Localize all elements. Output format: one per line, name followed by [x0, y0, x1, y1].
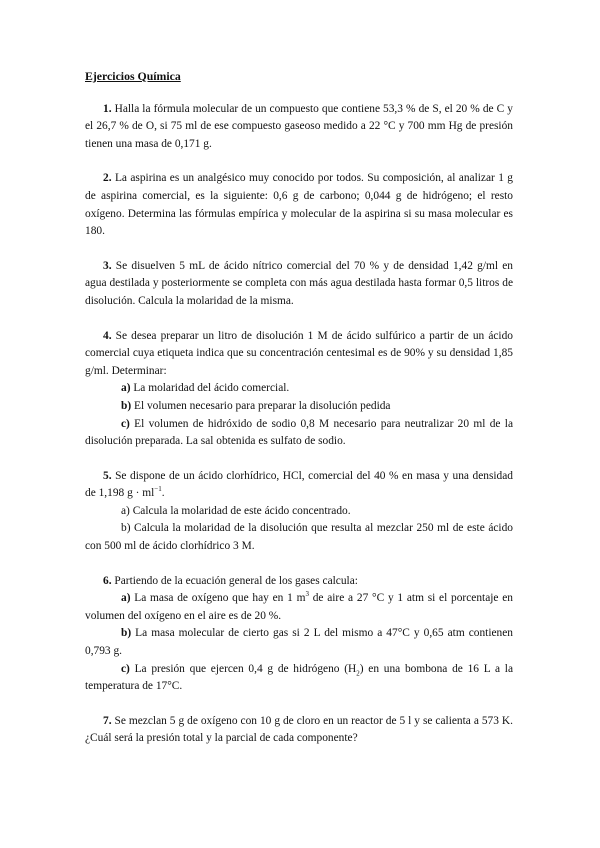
part-text: El volumen necesario para preparar la disolución pedida	[131, 399, 391, 412]
subscript: 2	[356, 668, 360, 677]
exercise-body: Partiendo de la ecuación general de los gases calcula:	[111, 574, 358, 587]
exercise-body: Se dispone de un ácido clorhídrico, HCl, comercial del 40 % en masa y una densidad de 1,198 g · ml	[85, 469, 513, 500]
exercise-7	[85, 713, 513, 748]
exercise-4-part-c	[85, 416, 513, 451]
exercise-number: 5.	[103, 469, 112, 482]
exercise-body: Se disuelven 5 mL de ácido nítrico comercial del 70 % y de densidad 1,42 g/ml en agua destilada y posteriormente se completa con más agua destilada hasta formar 0,5 litros de disolución. Calcula la molaridad de la misma.	[85, 259, 513, 307]
exercise-6-text	[85, 573, 513, 591]
exercise-5-part-a: a) Calcula la molaridad de este ácido concentrado.	[121, 504, 351, 517]
exercise-6	[85, 573, 513, 696]
part-text: La masa molecular de cierto gas si 2 L del mismo a 47°C y 0,65 atm contienen 0,793 g.	[85, 627, 513, 658]
part-text: La molaridad del ácido comercial.	[130, 382, 290, 395]
exercise-4-part-a	[85, 380, 513, 398]
superscript: 3	[305, 590, 309, 599]
exercise-1-text	[85, 101, 513, 154]
part-text: El volumen de hidróxido de sodio 0,8 M necesario para neutralizar 20 ml de la disolución preparada. La sal obtenida es sulfato de sodio.	[85, 417, 513, 448]
exercise-5-part-b: b) Calcula la molaridad de la disolución que resulta al mezclar 250 ml de este ácido con 500 ml de ácido clorhídrico 3 M.	[85, 522, 513, 553]
exercise-number: 7.	[103, 714, 112, 727]
document-page	[85, 68, 513, 765]
part-label: a)	[121, 382, 131, 395]
exercise-6-part-a	[85, 590, 513, 625]
exercise-4-part-b	[85, 398, 513, 416]
part-text: ) en una bombona de 16 L a la temperatura de 17°C.	[85, 662, 513, 693]
exercise-number: 4.	[103, 329, 112, 342]
exercise-body-end: .	[161, 487, 165, 500]
exercise-body: Se mezclan 5 g de oxígeno con 10 g de cloro en un reactor de 5 l y se calienta a 573 K. ¿Cuál será la presión total y la parcial de cada componente?	[85, 714, 513, 745]
part-label: b)	[121, 399, 132, 412]
exercise-7-text	[85, 713, 513, 748]
part-text: La masa de oxígeno que hay en 1 m	[130, 592, 306, 605]
exercise-body: Se desea preparar un litro de disolución 1 M de ácido sulfúrico a partir de un ácido comercial cuya etiqueta indica que su concentración centesimal es de 90% y su densidad 1,85 g/ml. Determinar:	[85, 329, 513, 377]
exercise-5	[85, 468, 513, 556]
exercise-2-text	[85, 170, 513, 240]
exercise-body: Halla la fórmula molecular de un compuesto que contiene 53,3 % de S, el 20 % de C y el 26,7 % de O, si 75 ml de ese compuesto gaseoso medido a 22 °C y 700 mm Hg de presión tienen una masa de 0,171 g.	[85, 102, 513, 150]
part-label: b)	[121, 627, 132, 640]
exercise-1	[85, 101, 513, 154]
part-text: de aire a 27 °C y 1 atm si el porcentaje en volumen del oxígeno en el aire es de 20 %.	[85, 592, 513, 622]
exercise-4	[85, 328, 513, 451]
exercise-5-text	[85, 468, 513, 503]
exercise-6-part-b	[85, 625, 513, 660]
part-text: La presión que ejercen 0,4 g de hidrógeno (H	[129, 662, 357, 675]
part-label: c)	[121, 417, 130, 430]
exercise-body: La aspirina es un analgésico muy conocido por todos. Su composición, al analizar 1 g de aspirina comercial, es la siguiente: 0,6 g de carbono; 0,044 g de hidrógeno; el resto oxígeno. Determina las fórmulas empírica y molecular de la aspirina si su masa molecular es 180.	[85, 172, 513, 238]
superscript: −1	[154, 485, 162, 494]
exercise-number: 1.	[103, 102, 112, 115]
exercise-4-text	[85, 328, 513, 381]
part-label: c)	[121, 662, 130, 675]
part-label: a)	[121, 592, 131, 605]
exercise-3-text	[85, 258, 513, 311]
exercise-3	[85, 258, 513, 311]
exercise-number: 6.	[103, 574, 112, 587]
exercise-number: 2.	[103, 172, 112, 185]
exercise-6-part-c	[85, 661, 513, 696]
page-title: Ejercicios Química	[85, 69, 181, 83]
exercise-2	[85, 170, 513, 240]
exercise-number: 3.	[103, 259, 112, 272]
